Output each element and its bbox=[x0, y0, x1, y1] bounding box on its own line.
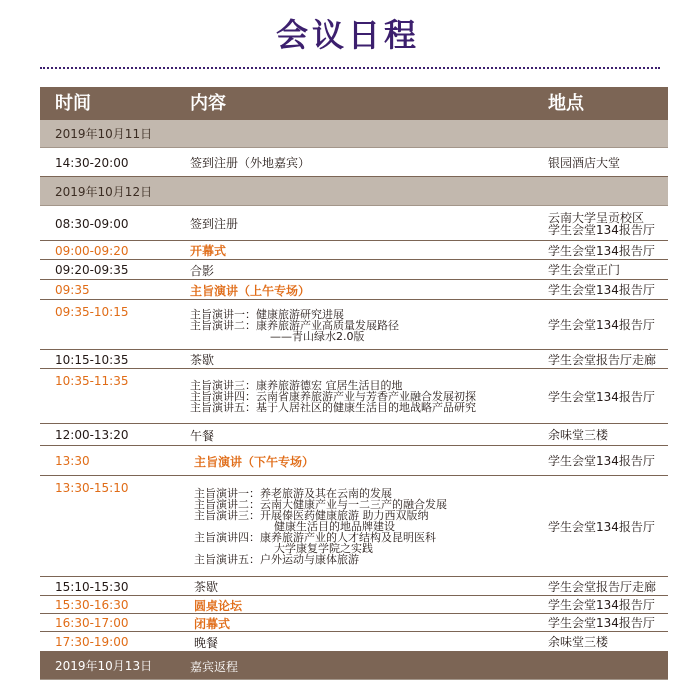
row-location bbox=[548, 599, 655, 611]
location-line: 学生会堂134报告厅 bbox=[548, 454, 655, 468]
row-content bbox=[194, 600, 242, 612]
location-line: 学生会堂134报告厅 bbox=[548, 598, 655, 612]
row-content bbox=[190, 218, 238, 230]
row-location bbox=[548, 617, 655, 629]
content-line: 茶歇 bbox=[190, 353, 215, 367]
row-content bbox=[190, 157, 310, 169]
row-location bbox=[548, 284, 655, 296]
content-line: 主旨演讲四：康养旅游产业的人才结构及昆明医科 bbox=[194, 531, 436, 544]
location-line: 学生会堂报告厅走廊 bbox=[548, 580, 657, 594]
content-line: 主旨演讲三：开展傣医药健康旅游 助力西双版纳 bbox=[194, 509, 429, 522]
row-time: 09:35-10:15 bbox=[55, 305, 129, 319]
content-line: 开幕式 bbox=[190, 244, 227, 258]
row-time: 2019年10月13日 bbox=[55, 659, 153, 673]
table-row bbox=[40, 300, 668, 350]
content-line: 主旨演讲四：云南省康养旅游产业与芳香产业融合发展初探 bbox=[190, 390, 476, 403]
row-time: 10:15-10:35 bbox=[55, 353, 129, 367]
content-line: 闭幕式 bbox=[194, 617, 231, 631]
content-line: 圆桌论坛 bbox=[194, 599, 243, 613]
content-line: 主旨演讲二：云南大健康产业与一二三产的融合发展 bbox=[194, 498, 447, 511]
location-line: 学生会堂134报告厅 bbox=[548, 283, 655, 297]
content-line: 健康生活目的地品牌建设 bbox=[274, 520, 395, 533]
row-time: 13:30 bbox=[55, 454, 90, 468]
row-time: 14:30-20:00 bbox=[55, 156, 129, 170]
table-row bbox=[40, 206, 668, 241]
content-line: 午餐 bbox=[190, 429, 215, 443]
location-line: 云南大学呈贡校区 bbox=[548, 211, 645, 225]
row-content bbox=[190, 285, 310, 297]
location-line: 学生会堂134报告厅 bbox=[548, 390, 655, 404]
table-row bbox=[40, 596, 668, 614]
row-content bbox=[194, 618, 230, 630]
row-time: 09:20-09:35 bbox=[55, 263, 129, 277]
row-content bbox=[194, 456, 314, 468]
row-location bbox=[548, 212, 655, 236]
row-time: 15:30-16:30 bbox=[55, 598, 129, 612]
table-row bbox=[40, 369, 668, 424]
table-row bbox=[40, 260, 668, 280]
table-row bbox=[40, 148, 668, 177]
location-line: 余味堂三楼 bbox=[548, 635, 609, 649]
row-location bbox=[548, 157, 620, 169]
table-row bbox=[40, 476, 668, 577]
row-location bbox=[548, 319, 655, 331]
row-content bbox=[190, 309, 399, 342]
row-time: 10:35-11:35 bbox=[55, 374, 129, 388]
row-time: 16:30-17:00 bbox=[55, 616, 129, 630]
location-line: 学生会堂134报告厅 bbox=[548, 520, 655, 534]
header-time: 时间 bbox=[55, 93, 91, 114]
row-time: 09:35 bbox=[55, 283, 90, 297]
table-header bbox=[40, 87, 668, 120]
row-location bbox=[548, 455, 655, 467]
row-time: 13:30-15:10 bbox=[55, 481, 129, 495]
row-content bbox=[190, 354, 214, 366]
row-time: 09:00-09:20 bbox=[55, 244, 129, 258]
content-line: 主旨演讲一：健康旅游研究进展 bbox=[190, 308, 344, 321]
row-time: 08:30-09:00 bbox=[55, 217, 129, 231]
content-line: 签到注册（外地嘉宾） bbox=[190, 156, 311, 170]
row-location bbox=[548, 521, 655, 533]
date-row bbox=[40, 177, 668, 206]
location-line: 学生会堂正门 bbox=[548, 263, 621, 277]
content-line: 主旨演讲五：户外运动与康体旅游 bbox=[194, 553, 359, 566]
content-line: ——青山绿水2.0版 bbox=[270, 330, 365, 343]
content-line: 主旨演讲二：康养旅游产业高质量发展路径 bbox=[190, 319, 399, 332]
table-row bbox=[40, 446, 668, 476]
content-line: 大学康复学院之实践 bbox=[274, 542, 373, 555]
row-location bbox=[548, 429, 608, 441]
row-content bbox=[190, 245, 226, 257]
row-content bbox=[190, 380, 476, 413]
content-line: 主旨演讲（上午专场） bbox=[190, 284, 311, 298]
location-line: 学生会堂报告厅走廊 bbox=[548, 353, 657, 367]
row-content bbox=[194, 581, 218, 593]
date-row bbox=[40, 652, 668, 680]
row-location bbox=[548, 245, 655, 257]
row-time: 12:00-13:20 bbox=[55, 428, 129, 442]
location-line: 学生会堂134报告厅 bbox=[548, 318, 655, 332]
table-row bbox=[40, 632, 668, 652]
content-line: 主旨演讲三：康养旅游德宏 宜居生活目的地 bbox=[190, 379, 403, 392]
table-row bbox=[40, 614, 668, 632]
content-line: 主旨演讲五：基于人居社区的健康生活目的地战略产品研究 bbox=[190, 401, 476, 414]
row-content bbox=[194, 488, 447, 565]
dotted-divider bbox=[40, 67, 660, 69]
date-row bbox=[40, 120, 668, 148]
content-line: 嘉宾返程 bbox=[190, 660, 239, 674]
content-line: 合影 bbox=[190, 264, 215, 278]
content-line: 茶歇 bbox=[194, 580, 219, 594]
row-location bbox=[548, 391, 655, 403]
content-line: 主旨演讲一：养老旅游及其在云南的发展 bbox=[194, 487, 392, 500]
table-row bbox=[40, 241, 668, 260]
row-time: 17:30-19:00 bbox=[55, 635, 129, 649]
row-time: 2019年10月12日 bbox=[55, 185, 153, 199]
location-line: 学生会堂134报告厅 bbox=[548, 244, 655, 258]
row-time: 2019年10月11日 bbox=[55, 127, 153, 141]
row-content bbox=[190, 661, 238, 673]
table-row bbox=[40, 350, 668, 369]
header-content: 内容 bbox=[190, 93, 226, 114]
content-line: 主旨演讲（下午专场） bbox=[194, 455, 315, 469]
row-content bbox=[190, 430, 214, 442]
header-location: 地点 bbox=[548, 93, 584, 114]
row-location bbox=[548, 636, 608, 648]
content-line: 签到注册 bbox=[190, 217, 239, 231]
row-content bbox=[190, 265, 214, 277]
table-row bbox=[40, 424, 668, 446]
row-content bbox=[194, 637, 218, 649]
location-line: 学生会堂134报告厅 bbox=[548, 223, 655, 237]
row-time: 15:10-15:30 bbox=[55, 580, 129, 594]
location-line: 余味堂三楼 bbox=[548, 428, 609, 442]
row-location bbox=[548, 581, 656, 593]
location-line: 银园酒店大堂 bbox=[548, 156, 621, 170]
row-location bbox=[548, 264, 620, 276]
row-location bbox=[548, 354, 656, 366]
table-row bbox=[40, 577, 668, 596]
content-line: 晚餐 bbox=[194, 636, 219, 650]
table-row bbox=[40, 280, 668, 300]
location-line: 学生会堂134报告厅 bbox=[548, 616, 655, 630]
page-title: 会议日程 bbox=[275, 16, 420, 54]
